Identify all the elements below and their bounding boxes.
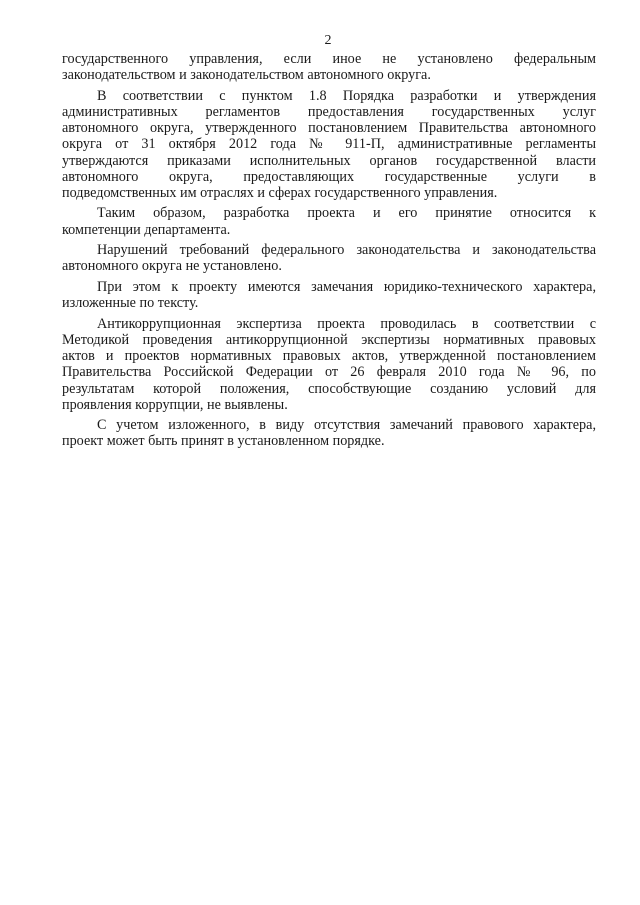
text-line: Методикой проведения антикоррупционной экспертизы нормативных правовых xyxy=(62,331,596,348)
text-line: утверждаются приказами исполнительных органов государственной власти xyxy=(62,152,596,169)
paragraph xyxy=(62,417,596,449)
text-line: автономного округа, предоставляющих государственные услуги в xyxy=(62,168,596,185)
text-line: В соответствии с пунктом 1.8 Порядка разработки и утверждения xyxy=(97,87,596,104)
paragraph xyxy=(62,205,596,237)
paragraph xyxy=(62,51,596,83)
document-body xyxy=(62,51,596,450)
paragraph xyxy=(62,279,596,311)
text-line: административных регламентов предоставления государственных услуг xyxy=(62,103,596,120)
paragraph xyxy=(62,242,596,274)
text-line: результатам которой положения, способствующие созданию условий для xyxy=(62,380,596,397)
text-line: компетенции департамента. xyxy=(62,221,231,238)
paragraph xyxy=(62,316,596,413)
text-line: проявления коррупции, не выявлены. xyxy=(62,396,288,413)
text-line: округа от 31 октября 2012 года № 911-П, административные регламенты xyxy=(62,136,596,153)
text-line: Таким образом, разработка проекта и его принятие относится к xyxy=(97,205,596,222)
text-line: проект может быть принят в установленном порядке. xyxy=(62,433,385,450)
text-line: актов и проектов нормативных правовых актов, утвержденной постановлением xyxy=(62,348,596,365)
page-number: 2 xyxy=(324,33,332,48)
text-line: автономного округа, утвержденного постановлением Правительства автономного xyxy=(62,120,596,137)
text-line: государственного управления, если иное не установлено федеральным xyxy=(62,51,596,67)
text-line: При этом к проекту имеются замечания юридико-технического характера, xyxy=(97,279,596,295)
text-line: подведомственных им отраслях и сферах государственного управления. xyxy=(62,184,498,201)
text-line: автономного округа не установлено. xyxy=(62,258,282,275)
text-line: изложенные по тексту. xyxy=(62,295,199,312)
text-line: Нарушений требований федерального законодательства и законодательства xyxy=(97,242,596,259)
text-line: Правительства Российской Федерации от 26 февраля 2010 года № 96, по xyxy=(62,364,596,381)
text-line: Антикоррупционная экспертиза проекта проводилась в соответствии с xyxy=(97,315,596,332)
text-line: С учетом изложенного, в виду отсутствия замечаний правового характера, xyxy=(97,417,596,434)
paragraph xyxy=(62,88,596,201)
text-line: законодательством и законодательством автономного округа. xyxy=(62,67,431,84)
